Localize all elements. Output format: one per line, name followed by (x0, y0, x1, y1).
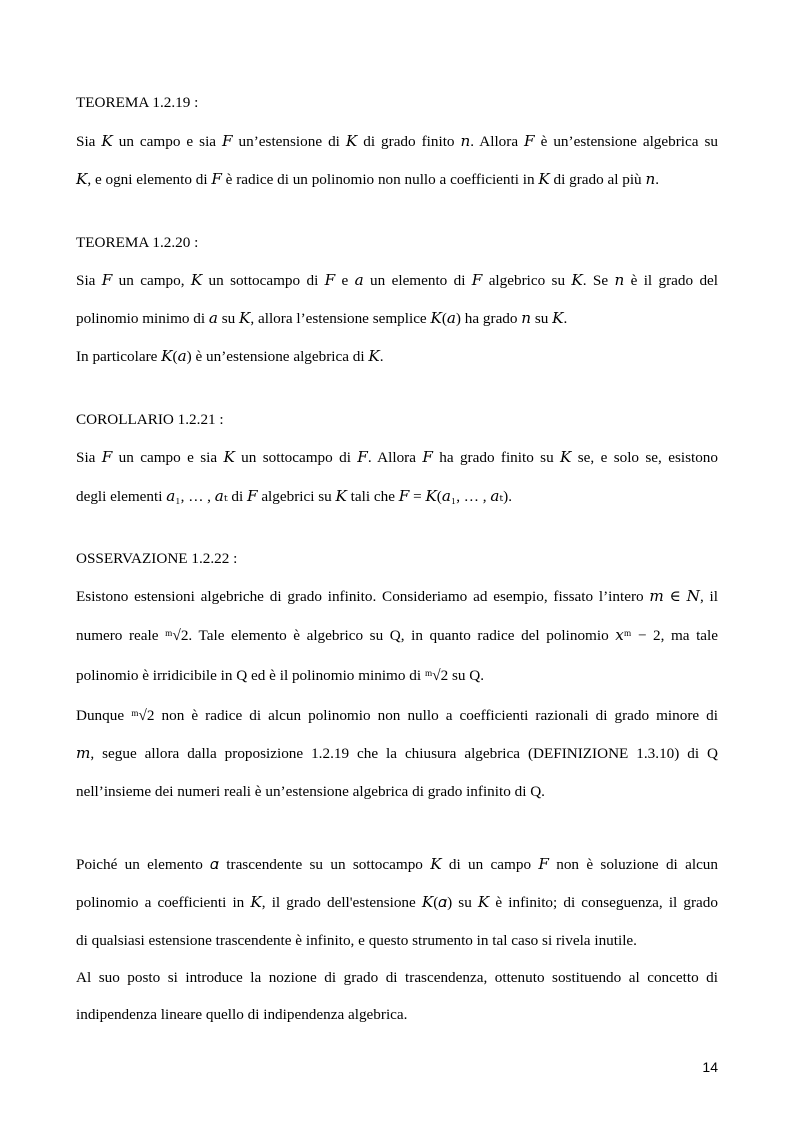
observation-1-2-22-line-3: polinomio è irridicibile in Q ed è il polinomio minimo di ᵐ√2 su Q. (76, 667, 485, 684)
corollary-1-2-21-line-1: Sia 𝐹 un campo e sia 𝐾 un sottocampo di 𝐹. Allora 𝐹 ha grado finito su 𝐾 se, e solo se, esistono (76, 449, 718, 466)
theorem-1-2-20-line-2: polinomio minimo di 𝑎 su 𝐾, allora l’estensione semplice 𝐾(𝑎) ha grado 𝑛 su 𝐾. (76, 310, 568, 327)
theorem-1-2-20-line-3: In particolare 𝐾(𝑎) è un’estensione algebrica di 𝐾. (76, 348, 384, 365)
theorem-1-2-20-line-1: Sia 𝐹 un campo, 𝐾 un sottocampo di 𝐹 e 𝑎 un elemento di 𝐹 algebrico su 𝐾. Se 𝑛 è il grado del (76, 272, 718, 289)
corollary-1-2-21-line-2: degli elementi 𝑎₁, … , 𝑎ₜ di 𝐹 algebrici su 𝐾 tali che 𝐹 = 𝐾(𝑎₁, … , 𝑎ₜ). (76, 488, 513, 505)
observation-1-2-22-line-5: 𝑚, segue allora dalla proposizione 1.2.19 che la chiusura algebrica (DEFINIZIONE 1.3.10) di Q (76, 745, 718, 762)
observation-1-2-22-line-4: Dunque ᵐ√2 non è radice di alcun polinomio non nullo a coefficienti razionali di grado minore di (76, 707, 718, 724)
observation-1-2-22-line-2: numero reale ᵐ√2. Tale elemento è algebrico su Q, in quanto radice del polinomio 𝑥ᵐ − 2, ma tale (76, 627, 718, 644)
closing-paragraph-line-2: polinomio a coefficienti in 𝐾, il grado dell'estensione 𝐾(𝛼) su 𝐾 è infinito; di conseguenza, il grado (76, 894, 718, 911)
closing-paragraph-line-1: Poiché un elemento 𝛼 trascendente su un sottocampo 𝐾 di un campo 𝐹 non è soluzione di alcun (76, 856, 718, 873)
corollary-1-2-21-heading: COROLLARIO 1.2.21 : (76, 411, 224, 428)
observation-1-2-22-heading: OSSERVAZIONE 1.2.22 : (76, 550, 238, 567)
closing-paragraph-line-5: indipendenza lineare quello di indipendenza algebrica. (76, 1006, 408, 1023)
observation-1-2-22-line-6: nell’insieme dei numeri reali è un’estensione algebrica di grado infinito di Q. (76, 783, 545, 800)
theorem-1-2-19-heading: TEOREMA 1.2.19 : (76, 94, 199, 111)
closing-paragraph-line-4: Al suo posto si introduce la nozione di grado di trascendenza, ottenuto sostituendo al concetto di (76, 969, 718, 986)
observation-1-2-22-line-1: Esistono estensioni algebriche di grado infinito. Consideriamo ad esempio, fissato l’intero 𝑚 ∈ 𝑁, il (76, 588, 718, 605)
theorem-1-2-19-line-1: Sia 𝐾 un campo e sia 𝐹 un’estensione di 𝐾 di grado finito 𝑛. Allora 𝐹 è un’estensione algebrica su (76, 133, 718, 150)
theorem-1-2-19-line-2: 𝐾, e ogni elemento di 𝐹 è radice di un polinomio non nullo a coefficienti in 𝐾 di grado al più 𝑛. (76, 171, 660, 188)
closing-paragraph-line-3: di qualsiasi estensione trascendente è infinito, e questo strumento in tal caso si rivela inutile. (76, 932, 637, 949)
page-number: 14 (702, 1059, 718, 1075)
theorem-1-2-20-heading: TEOREMA 1.2.20 : (76, 234, 199, 251)
